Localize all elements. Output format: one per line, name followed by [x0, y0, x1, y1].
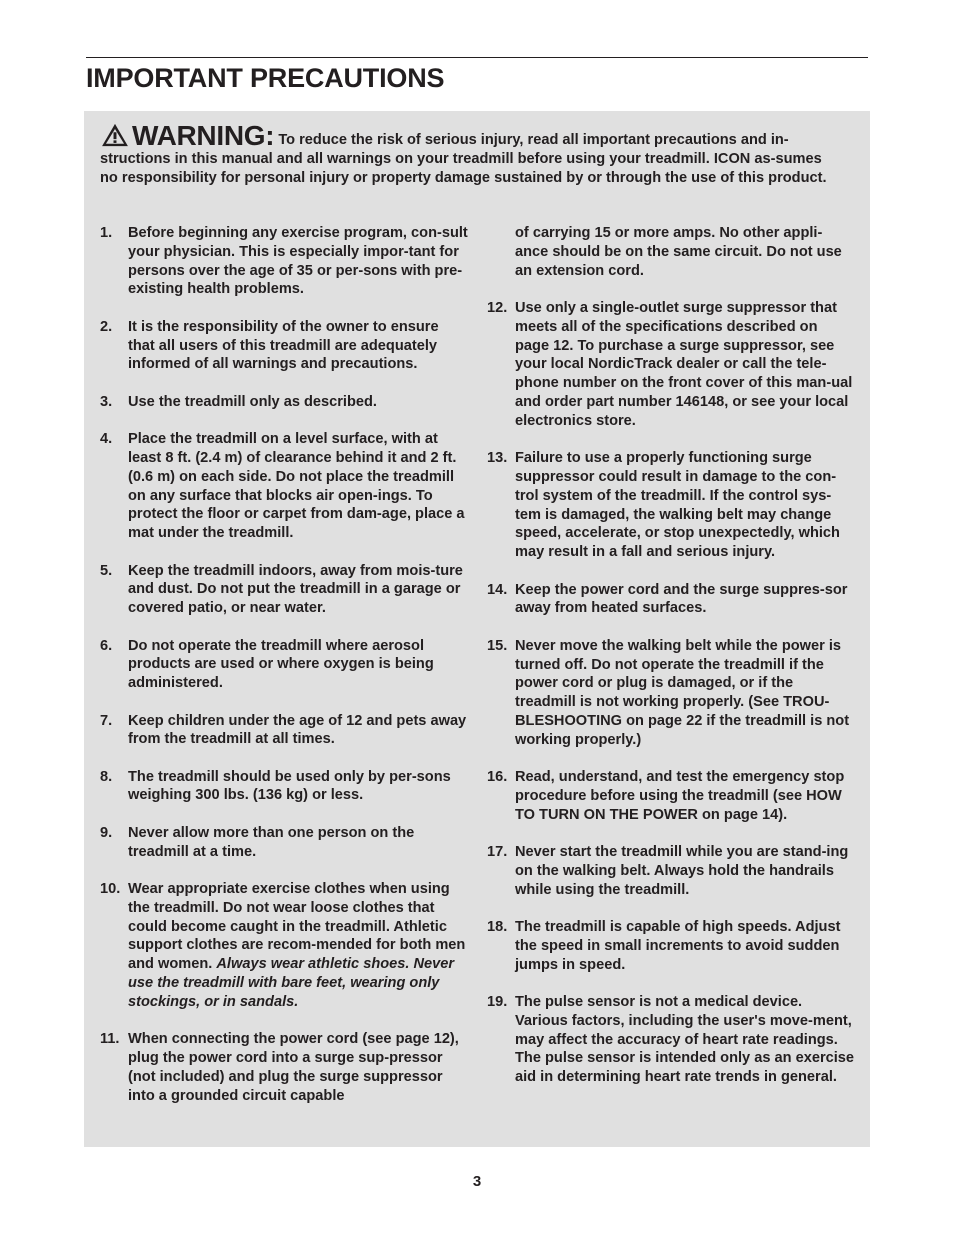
item-number: 12.	[487, 299, 508, 316]
item-number: 5.	[100, 562, 113, 579]
item-text: Never allow more than one person on the treadmill at a time.	[128, 824, 415, 860]
precaution-item	[487, 449, 855, 562]
item-number: 11.	[100, 1031, 120, 1048]
item-number: 14.	[487, 581, 508, 598]
item-text: Use the treadmill only as described.	[128, 393, 377, 410]
page-number: 3	[472, 1173, 482, 1190]
item-number: 16.	[487, 769, 508, 786]
item-number: 4.	[100, 431, 113, 448]
item-number: 2.	[100, 318, 113, 335]
precaution-item	[487, 581, 855, 619]
item-text: Use only a single-outlet surge suppressor that meets all of the specifications described on page 12. To purchase a surge suppressor, see your local NordicTrack dealer or call the tele-phone number on the front cover of this man-ual and order part number 146148, or see your local electronics store.	[515, 299, 853, 429]
item-number: 15.	[487, 637, 508, 654]
precaution-item	[100, 637, 468, 693]
top-rule	[86, 57, 868, 58]
item-number: 10.	[100, 881, 121, 898]
precaution-item	[100, 712, 468, 750]
item-number: 1.	[100, 225, 113, 241]
page-title: IMPORTANT PRECAUTIONS	[86, 63, 445, 93]
precaution-item	[487, 993, 855, 1087]
precaution-item	[487, 843, 855, 899]
item-text: Never move the walking belt while the power is turned off. Do not operate the treadmill if the power cord or plug is damaged, or if the treadmill is not working properly. (See TROU-BLESHOOTING on page 22 if the treadmill is not working properly.)	[515, 637, 850, 748]
precautions-panel	[84, 111, 870, 1147]
item-emphasis: Always wear athletic shoes. Never use the treadmill with bare feet, wearing only stockings, or in sandals.	[128, 956, 455, 1010]
item-text: The treadmill should be used only by per-sons weighing 300 lbs. (136 kg) or less.	[128, 768, 451, 804]
precaution-item	[100, 768, 468, 806]
item-number: 19.	[487, 994, 508, 1011]
precaution-item	[487, 768, 855, 824]
item-11-continued: of carrying 15 or more amps. No other appli-ance should be on the same circuit. Do not use an extension cord.	[515, 225, 842, 279]
item-number: 7.	[100, 712, 113, 729]
precaution-item	[100, 224, 468, 299]
item-text: Keep children under the age of 12 and pets away from the treadmill at all times.	[128, 712, 467, 748]
item-number: 8.	[100, 768, 113, 785]
left-column	[100, 224, 468, 1124]
item-number: 3.	[100, 393, 113, 410]
item-number: 17.	[487, 844, 508, 861]
item-text: Read, understand, and test the emergency stop procedure before using the treadmill (see HOW TO TURN ON THE POWER on page 14).	[515, 769, 845, 823]
item-text: Before beginning any exercise program, con-sult your physician. This is especially impor-tant for persons over the age of 35 or per-sons with pre-existing health problems.	[128, 225, 468, 298]
warning-text: To reduce the risk of serious injury, read all important precautions and in-structions in this manual and all warnings on your treadmill before using your treadmill. ICON as-sumes no responsibility for personal injury or property damage sustained by or through the use of this product.	[100, 132, 827, 186]
warning-block	[100, 120, 840, 188]
item-number: 13.	[487, 450, 508, 467]
item-text: Do not operate the treadmill where aerosol products are used or where oxygen is being administered.	[128, 637, 434, 692]
item-text: Failure to use a properly functioning surge suppressor could result in damage to the con-trol system of the treadmill. If the control sys-tem is damaged, the walking belt may change speed, accelerate, or stop unexpectedly, which may result in a fall and serious injury.	[515, 450, 840, 561]
precaution-item	[100, 562, 468, 618]
warning-triangle-icon	[100, 123, 130, 147]
item-text: The treadmill is capable of high speeds. Adjust the speed in small increments to avoid sudden jumps in speed.	[515, 919, 841, 973]
item-text: Place the treadmill on a level surface, with at least 8 ft. (2.4 m) of clearance behind it and 2 ft. (0.6 m) on each side. Do not place the treadmill on any surface that blocks air open-ings. To protect the floor or carpet from dam-age, place a mat under the treadmill.	[128, 431, 465, 542]
right-column	[487, 224, 855, 1106]
warning-label: WARNING:	[132, 120, 275, 151]
precaution-item	[487, 918, 855, 974]
item-text: Wear appropriate exercise clothes when using the treadmill. Do not wear loose clothes that could become caught in the treadmill. Athletic support clothes are recom-mended for both men and women.	[128, 881, 466, 973]
item-text: Never start the treadmill while you are stand-ing on the walking belt. Always hold the handrails while using the treadmill.	[515, 844, 849, 898]
item-number: 9.	[100, 824, 113, 841]
precaution-item	[100, 880, 468, 1012]
item-number: 18.	[487, 919, 508, 936]
item-text: Keep the power cord and the surge suppres-sor away from heated surfaces.	[515, 581, 848, 617]
item-text: The pulse sensor is not a medical device. Various factors, including the user's move-ment, may affect the accuracy of heart rate readings. The pulse sensor is intended only as an exercise aid in determining heart rate trends in general.	[515, 994, 855, 1086]
item-text: It is the responsibility of the owner to ensure that all users of this treadmill are adequately informed of all warnings and precautions.	[128, 318, 439, 373]
item-text: When connecting the power cord (see page 12), plug the power cord into a surge sup-pressor (not included) and plug the surge suppressor into a grounded circuit capable	[128, 1031, 459, 1104]
item-number: 6.	[100, 637, 113, 654]
precaution-item	[100, 393, 468, 412]
precaution-item	[100, 318, 468, 374]
precaution-item	[487, 299, 855, 431]
precaution-item	[487, 637, 855, 750]
precaution-item	[100, 824, 468, 862]
precaution-item	[100, 1030, 468, 1105]
item-text: Keep the treadmill indoors, away from mois-ture and dust. Do not put the treadmill in a garage or covered patio, or near water.	[128, 562, 463, 617]
precaution-item	[100, 430, 468, 543]
